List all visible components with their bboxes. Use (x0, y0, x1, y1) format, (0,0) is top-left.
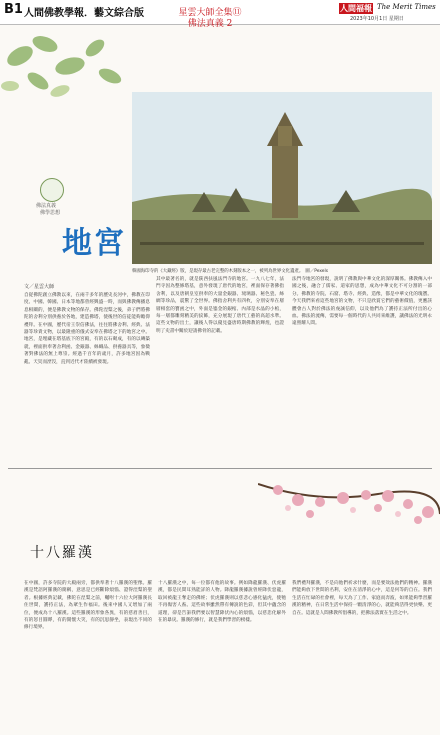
issue-date: 2023年10月1日 星期日 (350, 16, 404, 22)
column-tag: 佛法真義 (36, 203, 57, 209)
temple-photo (132, 92, 432, 264)
article-byline: 文／星雲大師 (24, 284, 55, 290)
article-title: 地宮 (62, 226, 126, 261)
foliage-decoration (0, 26, 140, 106)
newspaper-logo-en: The Merit Times (377, 3, 436, 11)
series-subtitle: 佛法真義 2 (187, 19, 233, 29)
photo-caption: 韓國海印寺的《大藏經》版，是現存最古老完整的木刻版本之一，被列為世界文化遺產。 圖／Pexels (132, 269, 328, 274)
article2-column-1: 在中國，許多寺院的大殿兩旁，都供奉著十八羅漢的聖像。羅漢是梵語阿羅漢的簡稱，意思是已經斷除煩惱、證得涅槃的聖者。根據經典記載，佛陀在涅槃之前，囑咐十六位大阿羅漢長住世間，護持正法，為眾生作福田。後來中國人又增加了兩位，便成為十八羅漢。這些羅漢的形象各異，有的慈眉善目，有的怒目圓睜，有的開懷大笑，有的沉思靜坐，表現出不同的修行境界。 (24, 581, 152, 631)
section-divider (8, 468, 432, 469)
column-logo-icon (40, 178, 64, 202)
article-column-2: 其中最著名的，就是陝西扶風法門寺的地宮。一九八七年，法門寺因為整修塔基，意外發現了唐代的地宮，裡面保存著佛指舍利，以及唐朝皇室供奉的大量金銀器、琉璃器、秘色瓷、絲綢等珍品，震驚了全世界。佛指舍利共有四枚，分別安奉在層層相套的寶函之中，外面是鎏金的銀棺、內部是水晶的小棺，每一層都雕刻精美的紋飾，充分展現了唐代工藝的高超水準。這些文物的出土，讓後人得以窺見盛唐時期佛教的輝煌，也證明了史書中關於迎請佛骨的記載。 (156, 277, 284, 334)
section-name: 人間佛教學報．藝文綜合版 (24, 8, 144, 19)
page-number: B1 (4, 2, 23, 17)
column-tag-sub: 佛學思想 (40, 210, 61, 216)
article2-column-3: 我們禮拜羅漢，不是向他們祈求什麼，而是要效法他們的精神。羅漢們能夠放下世間的名利，安住在清淨的心中，這是何等的自在。我們生活在忙碌的社會裡，每天為了工作、家庭而奔波，如果能夠學習羅漢的精神，在日常生活中保持一顆清淨的心，就能夠活得更快樂、更自在。這就是人間佛教所倡導的，把佛法落實在生活之中。 (292, 581, 432, 616)
article2-title: 十八羅漢 (30, 545, 94, 561)
newspaper-logo: 人間福報 (340, 4, 372, 13)
series-title: 星雲大師全集⑪ (178, 8, 242, 18)
blossom-decoration (258, 474, 440, 574)
article-column-1: 自從佛陀創立佛教以來，在兩千多年的歷史長河中，佛教在印度、中國、韓國、日本等地都曾經興盛一時，而與佛教傳播息息相關的，便是佛教文物的保存。佛陀涅槃之後，弟子們將佛陀的舍利分別供養於各地，建造佛塔，使後世的信徒能夠瞻仰禮拜。在中國，歷代帝王崇信佛法，往往將佛舍利、經典、法器等珍貴文物，以最隆重的儀式安奉在佛塔之下的地宮之中。地宮，是埋藏在塔基底下的宮殿，有的以石砌成，有的以磚築就，裡面供奉著舍利函、金銀器、絲織品、供養器具等，象徵著對佛法的無上尊崇。經過千百年的歲月，許多地宮因為戰亂、天災而湮沒，直到近代才陸續被發現。 (24, 293, 150, 365)
article2-column-2: 十八羅漢之中，每一位都有他的故事。例如降龍羅漢、伏虎羅漢，都是民間耳熟能詳的人物。降龍羅漢據說曾經降伏惡龍，取回被龍王奪走的佛經；伏虎羅漢則以慈悲心感化猛虎，使牠不再傷害人畜。這些故事雖然帶有傳說的色彩，但其中蘊含的道理，卻是告訴我們要以智慧降伏內心的煩惱，以慈悲化解外在的暴戾。羅漢的修行，就是我們學習的榜樣。 (158, 581, 286, 624)
article-column-3: 法門寺地宮的發現，說明了佛教與中華文化的深厚關係。佛教傳入中國之後，融合了儒家、道家的思想，成為中華文化不可分割的一部分。佛教的寺院、石窟、塔寺、經典、造像，都是中華文化的瑰寶。今天我們來看這些地宮的文物，不只是欣賞它們的藝術價值，更應該體會古人對於佛法的虔誠信仰，以及他們為了護持正法所付出的心血。佛法的流傳，需要每一個時代的人共同來維護，讓佛法的光明永遠照耀人間。 (292, 277, 432, 327)
